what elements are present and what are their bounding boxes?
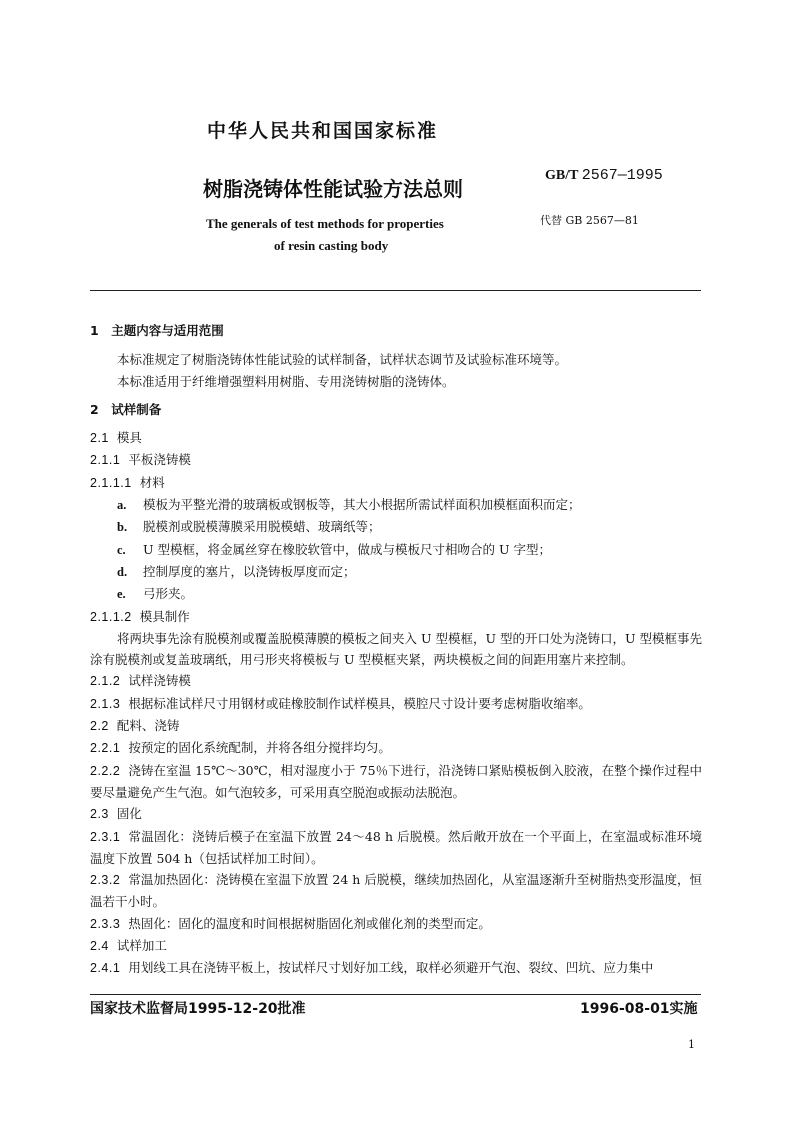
clause-2-1 (90, 427, 702, 449)
clause-2-1-1 (90, 449, 702, 471)
clause-2-2 (90, 715, 702, 737)
list-item (90, 561, 702, 583)
clause-text: 试样加工 (116, 938, 167, 954)
document-body (90, 320, 702, 980)
clause-text: 常温加热固化：浇铸模在室温下放置 24 h 后脱模，继续加热固化，从室温逐渐升至树脂热变形温度，恒温若干小时。 (90, 872, 702, 910)
clause-2-1-2 (90, 670, 702, 692)
clause-number: 2.1 (90, 431, 109, 446)
clause-2-1-1-1 (90, 472, 702, 494)
clause-text: 试样浇铸模 (128, 673, 191, 689)
page-number: 1 (688, 1038, 695, 1051)
list-item (90, 583, 702, 605)
list-item-text: 控制厚度的塞片，以浇铸板厚度而定； (143, 563, 356, 579)
list-marker: e. (117, 587, 126, 602)
clause-number: 2.4.1 (90, 961, 121, 976)
clause-2-3-2 (90, 869, 702, 913)
list-marker: d. (117, 564, 128, 579)
clause-2-3-1 (90, 826, 702, 870)
footer-divider (90, 994, 701, 995)
clause-2-2-2 (90, 760, 702, 804)
document-title: 树脂浇铸体性能试验方法总则 (203, 177, 463, 201)
clause-text: 浇铸在室温 15℃～30℃，相对湿度小于 75％下进行，沿浇铸口紧贴模板倒入胶液，在整个操作过程中要尽量避免产生气泡。如气泡较多，可采用真空脱泡或振动法脱泡。 (90, 762, 702, 800)
clause-text: 按预定的固化系统配制，并将各组分搅拌均匀。 (128, 740, 391, 756)
clause-text: 用划线工具在浇铸平板上，按试样尺寸划好加工线，取样必须避开气泡、裂纹、凹坑、应力集中 (128, 960, 654, 976)
implementation-date: 1996-08-01实施 (580, 1001, 698, 1017)
list-item (90, 539, 702, 561)
section-2-heading: 2 试样制备 (90, 401, 162, 417)
list-marker: c. (117, 542, 126, 557)
clause-number: 2.1.1.1 (90, 475, 132, 490)
clause-text: 模具 (116, 430, 142, 446)
standard-year: 2567—1995 (581, 167, 663, 184)
clause-number: 2.3.2 (90, 873, 121, 888)
clause-number: 2.2 (90, 719, 109, 734)
clause-2-2-1 (90, 737, 702, 759)
clause-number: 2.1.2 (90, 674, 121, 689)
paragraph: 本标准规定了树脂浇铸体性能试验的试样制备，试样状态调节及试验标准环境等。 (117, 352, 568, 368)
clause-number: 2.3 (90, 807, 109, 822)
replaces-note: 代替 GB 2567—81 (540, 214, 639, 227)
clause-number: 2.1.3 (90, 696, 121, 711)
clause-text: 平板浇铸模 (128, 452, 191, 468)
clause-number: 2.2.1 (90, 741, 121, 756)
clause-2-1-3 (90, 693, 702, 715)
paragraph: 将两块事先涂有脱模剂或覆盖脱模薄膜的模板之间夹入 U 型模框，U 型的开口处为浇铸口，U 型模框事先涂有脱模剂或复盖玻璃纸，用弓形夹将模板与 U 型模框夹紧，两块模板之间的间距用塞片来控制。 (90, 630, 702, 668)
list-marker: a. (117, 498, 127, 513)
clause-text: 配料、浇铸 (116, 718, 180, 734)
clause-text: 热固化：固化的温度和时间根据树脂固化剂或催化剂的类型而定。 (128, 915, 491, 931)
clause-number: 2.1.1 (90, 453, 121, 468)
clause-text: 固化 (116, 806, 142, 822)
section-1-heading: 1 主题内容与适用范围 (90, 323, 224, 338)
clause-2-3-3 (90, 913, 702, 935)
clause-text: 材料 (139, 474, 165, 490)
standard-prefix: GB/T (545, 168, 579, 183)
clause-2-3 (90, 803, 702, 825)
clause-number: 2.1.1.2 (90, 609, 132, 624)
list-item-text: 模板为平整光滑的玻璃板或钢板等，其大小根据所需试样面积加模框面积而定； (143, 497, 581, 513)
clause-text: 常温固化：浇铸后模子在室温下放置 24～48 h 后脱模。然后敞开放在一个平面上，在室温或标准环境温度下放置 504 h（包括试样加工时间）。 (90, 828, 702, 866)
english-title-line-1: The generals of test methods for properties (206, 216, 444, 231)
paragraph: 本标准适用于纤维增强塑料用树脂、专用浇铸树脂的浇铸体。 (117, 373, 455, 389)
clause-2-4-1 (90, 957, 702, 979)
clause-text: 根据标准试样尺寸用钢材或硅橡胶制作试样模具，模腔尺寸设计要考虑树脂收缩率。 (128, 695, 591, 711)
english-title-line-2: of resin casting body (274, 238, 389, 253)
clause-number: 2.4 (90, 939, 109, 954)
clause-2-1-1-2 (90, 606, 702, 628)
clause-number: 2.3.3 (90, 916, 121, 931)
list-marker: b. (117, 520, 128, 535)
list-item-text: U 型模框，将金属丝穿在橡胶软管中，做成与模板尺寸相吻合的 U 字型； (143, 541, 551, 557)
header-divider (90, 290, 701, 291)
clause-number: 2.2.2 (90, 763, 121, 778)
clause-text: 模具制作 (139, 608, 190, 624)
clause-2-4 (90, 935, 702, 957)
clause-number: 2.3.1 (90, 829, 121, 844)
list-item (90, 494, 702, 516)
list-item (90, 516, 702, 538)
standard-number (545, 167, 663, 184)
list-item-text: 脱模剂或脱模薄膜采用脱模蜡、玻璃纸等； (143, 519, 381, 535)
country-standard-title: 中华人民共和国国家标准 (207, 120, 439, 142)
list-item-text: 弓形夹。 (143, 586, 194, 602)
approval-note: 国家技术监督局1995-12-20批准 (90, 1001, 306, 1017)
